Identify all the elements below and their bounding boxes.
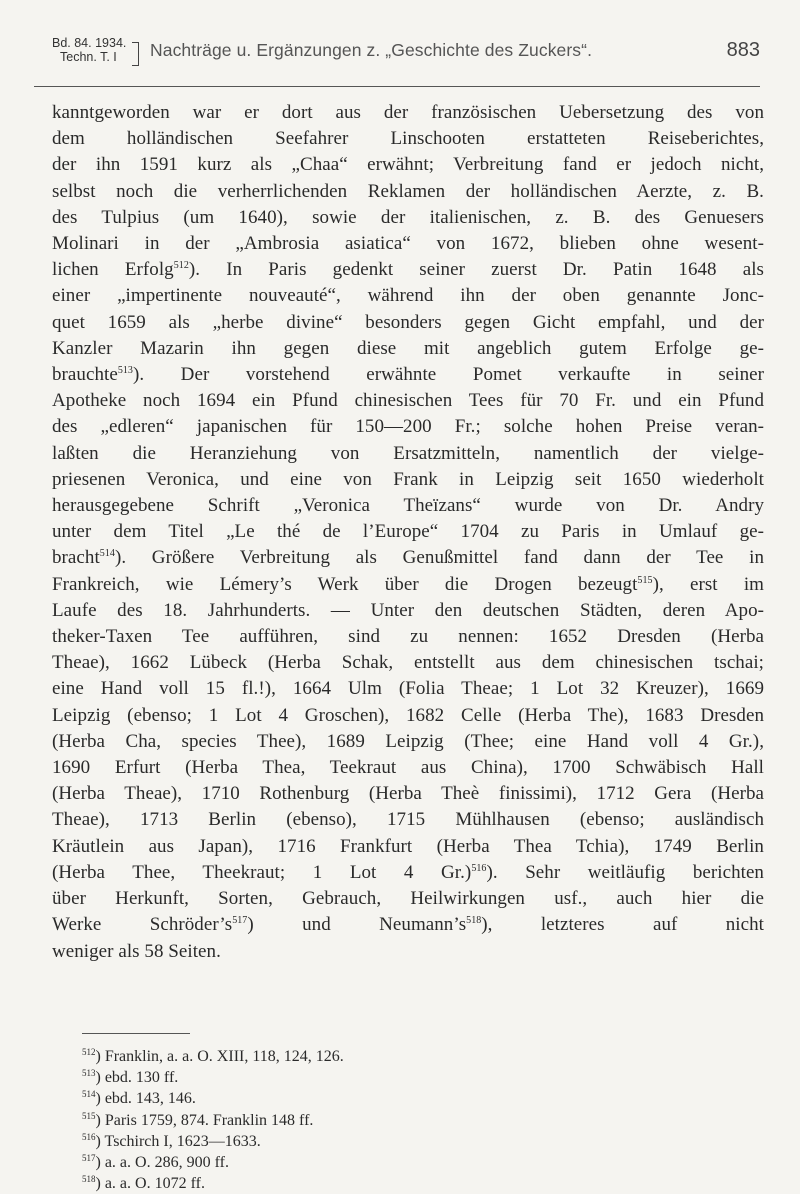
text-line: priesenen Veronica, und eine von Frank in Leipzig seit 1650 wiederholt bbox=[52, 468, 764, 490]
text-line: Theae), 1713 Berlin (ebenso), 1715 Mühlhausen (ebenso; ausländisch bbox=[52, 809, 764, 831]
footnote-rule bbox=[82, 1033, 190, 1034]
text-line: des Tulpius (um 1640), sowie der italienischen, z. B. des Genuesers bbox=[52, 206, 764, 228]
header-rule bbox=[34, 86, 760, 87]
text-line: unter dem Titel „Le thé de l’Europe“ 1704 zu Paris in Umlauf ge- bbox=[52, 521, 764, 543]
text-line: weniger als 58 Seiten. bbox=[52, 940, 221, 962]
text-line: des „edleren“ japanischen für 150—200 Fr.; solche hohen Preise veran- bbox=[52, 416, 764, 438]
text-line: Kräutlein aus Japan), 1716 Frankfurt (Herba Thea Tchia), 1749 Berlin bbox=[52, 835, 764, 857]
text-line: Kanzler Mazarin ihn gegen diese mit angeblich gutem Erfolge ge- bbox=[52, 337, 764, 359]
body-text bbox=[52, 100, 764, 965]
footnote-ref: 517 bbox=[232, 915, 248, 927]
footnote: $^{514}$) ebd. 143, 146. bbox=[82, 1089, 196, 1108]
text-line: brauchte$^{513}$). Der vorstehend erwähnte Pomet verkaufte in seiner bbox=[52, 364, 764, 386]
text-line: (Herba Theae), 1710 Rothenburg (Herba Theè finissimi), 1712 Gera (Herba bbox=[52, 783, 764, 805]
volume-line-2: Techn. T. I bbox=[60, 50, 117, 64]
footnote-ref: 515 bbox=[637, 574, 653, 586]
text-line: Werke $Schröder’s^{517}$) und $Neumann’s^{518}$), letzteres auf nicht bbox=[52, 914, 764, 936]
text-line: quet 1659 als „herbe divine“ besonders gegen Gicht empfahl, und der bbox=[52, 311, 764, 333]
volume-line-1: Bd. 84. 1934. bbox=[52, 36, 127, 50]
footnote: $^{517}$) a. a. O. 286, 900 ff. bbox=[82, 1153, 229, 1172]
text-line: (Herba Thee, Theekraut; 1 Lot 4 Gr.)$^{516}$). Sehr weitläufig berichten bbox=[52, 861, 764, 883]
footnote: $^{512}$) Franklin, a. a. O. XIII, 118, 124, 126. bbox=[82, 1047, 344, 1065]
footnote: $^{515}$) Paris 1759, 874. Franklin 148 ff. bbox=[82, 1110, 314, 1129]
text-line: eine Hand voll 15 fl.!), 1664 Ulm (Folia Theae; 1 Lot 32 Kreuzer), 1669 bbox=[52, 678, 764, 700]
text-line: lichen Erfolg$^{512}$). In Paris gedenkt seiner zuerst Dr. Patin 1648 als bbox=[52, 259, 764, 281]
text-line: Leipzig (ebenso; 1 Lot 4 Groschen), 1682 Celle (Herba The), 1683 Dresden bbox=[52, 704, 764, 726]
text-line: kanntgeworden war er dort aus der französischen Uebersetzung des von bbox=[52, 102, 764, 123]
footnote-ref: 516 bbox=[471, 862, 487, 874]
text-line: Molinari in der „Ambrosia asiatica“ von 1672, blieben ohne wesent- bbox=[52, 233, 764, 255]
text-line: 1690 Erfurt (Herba Thea, Teekraut aus China), 1700 Schwäbisch Hall bbox=[52, 757, 764, 779]
text-line: Laufe des 18. Jahrhunderts. — Unter den deutschen Städten, deren Apo- bbox=[52, 599, 764, 621]
volume-bracket bbox=[132, 42, 139, 66]
running-title: Nachträge u. Ergänzungen z. „Geschichte des Zuckers“. bbox=[150, 40, 593, 60]
footnote-ref: 514 bbox=[99, 548, 115, 560]
footnote-ref: 513 bbox=[117, 365, 133, 377]
footnote: $^{513}$) ebd. 130 ff. bbox=[82, 1068, 179, 1087]
text-line: Apotheke noch 1694 ein Pfund chinesischen Tees für 70 Fr. und ein Pfund bbox=[52, 390, 764, 412]
text-line: (Herba Cha, species Thee), 1689 Leipzig (Thee; eine Hand voll 4 Gr.), bbox=[52, 730, 764, 752]
text-line: laßten die Heranziehung von Ersatzmitteln, namentlich der vielge- bbox=[52, 442, 764, 464]
footnote-ref: 512 bbox=[173, 260, 189, 272]
volume-info bbox=[52, 36, 142, 64]
footnotes bbox=[82, 1046, 722, 1194]
text-line: selbst noch die verherrlichenden Reklamen der holländischen Aerzte, z. B. bbox=[52, 180, 764, 202]
text-line: Theae), 1662 Lübeck (Herba Schak, entstellt aus dem chinesischen tschai; bbox=[52, 652, 764, 674]
text-line: Frankreich, wie Lémery’s Werk über die Drogen bezeugt$^{515}$), erst im bbox=[52, 573, 764, 595]
text-line: der ihn 1591 kurz als „Chaa“ erwähnt; Verbreitung fand er jedoch nicht, bbox=[52, 154, 764, 176]
page-number: 883 bbox=[726, 39, 760, 61]
text-line: theker-Taxen Tee aufführen, sind zu nennen: 1652 Dresden (Herba bbox=[52, 626, 764, 648]
text-line: einer „impertinente nouveauté“, während ihn der oben genannte Jonc- bbox=[52, 285, 764, 307]
text-line: über Herkunft, Sorten, Gebrauch, Heilwirkungen usf., auch hier die bbox=[52, 888, 764, 910]
footnote-ref: 518 bbox=[466, 915, 482, 927]
text-line: bracht$^{514}$). Größere Verbreitung als Genußmittel fand dann der Tee in bbox=[52, 547, 764, 569]
footnote: $^{516}$) Tschirch I, 1623—1633. bbox=[82, 1131, 261, 1150]
text-line: dem holländischen Seefahrer Linschooten erstatteten Reiseberichtes, bbox=[52, 128, 764, 150]
page-header bbox=[52, 36, 760, 82]
footnote: $^{518}$) a. a. O. 1072 ff. bbox=[82, 1174, 205, 1193]
text-line: herausgegebene Schrift „Veronica Theïzans“ wurde von Dr. Andry bbox=[52, 495, 764, 517]
